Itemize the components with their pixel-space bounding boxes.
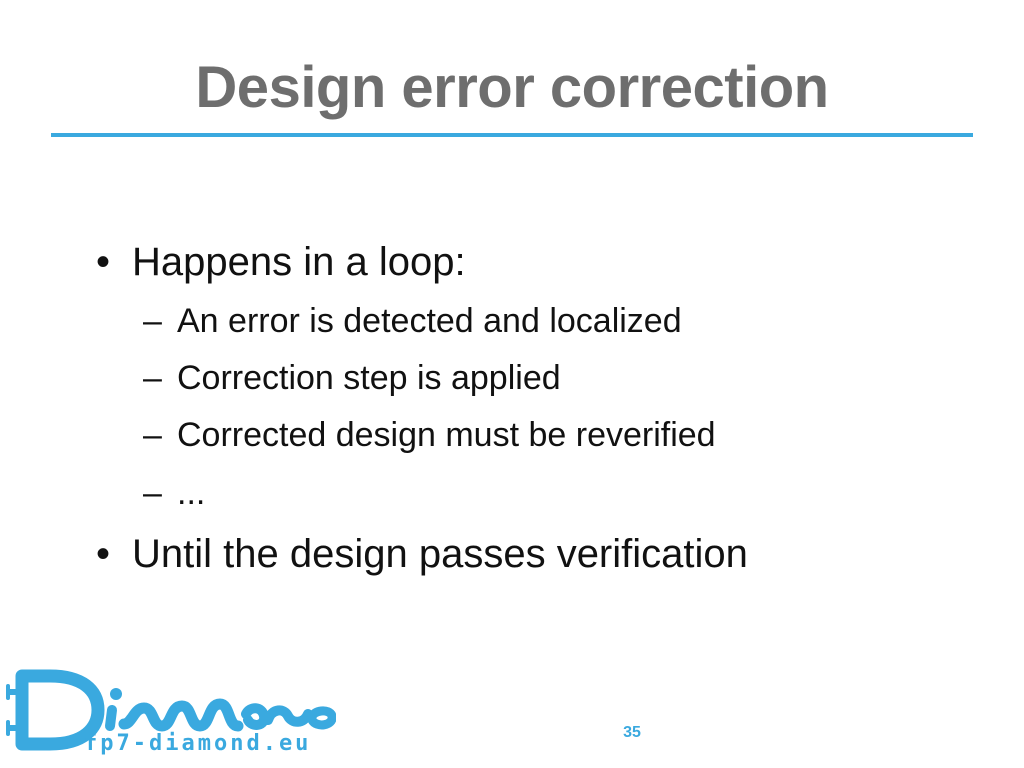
bullet-marker: • xyxy=(96,240,111,284)
bullet-text: Happens in a loop: xyxy=(132,240,466,284)
sub-bullet-marker: – xyxy=(143,359,162,397)
page-number: 35 xyxy=(623,724,641,741)
sub-bullet-item xyxy=(143,358,561,398)
sub-bullet-item xyxy=(143,415,716,455)
sub-bullet-marker: – xyxy=(143,302,162,340)
sub-bullet-text: Corrected design must be reverified xyxy=(177,416,716,454)
bullet-marker: • xyxy=(96,532,111,576)
sub-bullet-marker: – xyxy=(143,474,162,512)
logo-url-text: fp7-diamond.eu xyxy=(84,731,312,756)
sub-bullet-text: Correction step is applied xyxy=(177,359,561,397)
sub-bullet-text: ... xyxy=(177,474,206,512)
slide-title: Design error correction xyxy=(195,55,829,120)
bullet-item xyxy=(96,238,466,286)
sub-bullet-text: An error is detected and localized xyxy=(177,302,682,340)
bullet-text: Until the design passes verification xyxy=(132,532,748,576)
sub-bullet-item xyxy=(143,301,682,341)
bullet-item xyxy=(96,530,748,578)
sub-bullet-item xyxy=(143,473,205,513)
sub-bullet-marker: – xyxy=(143,416,162,454)
